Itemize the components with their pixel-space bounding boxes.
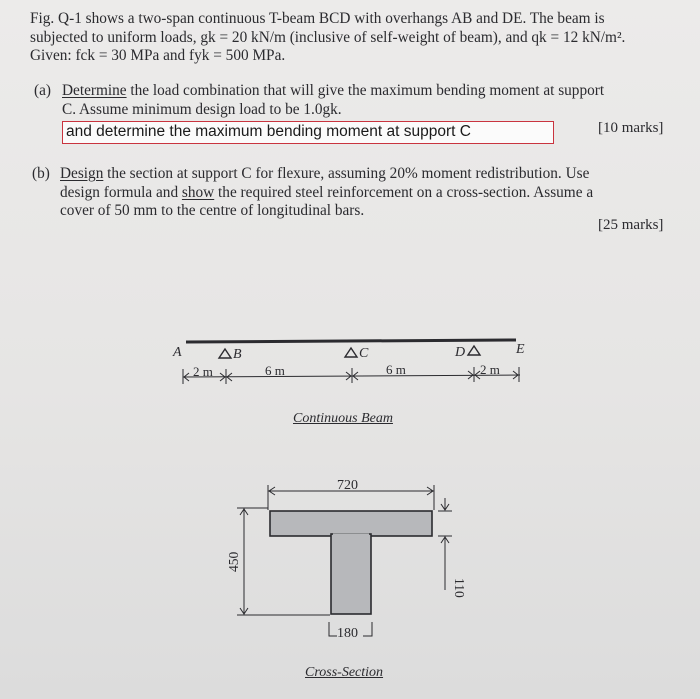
part-a-label: (a) [34,82,51,99]
part-b-line-3: cover of 50 mm to the centre of longitudinal bars. [60,202,365,219]
part-b-show: show [181,184,215,201]
part-a-verb: Determine [62,82,127,99]
flange-depth-text: 110 [452,578,467,598]
total-depth-text: 450 [226,551,241,572]
annotation-text: and determine the maximum bending moment at support C [66,123,471,140]
label-b: B [233,347,242,362]
part-b-marks: [25 marks] [598,217,664,233]
span-de-text: 2 m [480,362,500,377]
beam-line [186,340,516,342]
span-cd-text: 6 m [386,362,406,377]
label-c: C [359,346,369,361]
part-a-line-2: C. Assume minimum design load to be 1.0gk. [62,101,342,118]
web-rect [331,534,371,614]
flange-rect [270,511,432,536]
section-caption: Cross-Section [305,665,384,680]
question-line-2: subjected to uniform loads, gk = 20 kN/m (inclusive of self-weight of beam), and qk = 12 kN/m². [30,29,626,46]
span-ab-text: 2 m [193,364,213,379]
t-section-diagram [237,485,452,636]
part-b-line-1-rest: the section at support C for flexure, assuming 20% moment redistribution. Use [103,165,590,182]
support-c-triangle [345,348,357,357]
part-a-marks: [10 marks] [598,120,664,136]
label-a: A [173,345,182,360]
label-d: D [455,345,466,360]
part-b-line-2-post: the required steel reinforcement on a cross-section. Assume a [214,184,594,201]
part-b-label: (b) [32,165,50,182]
question-line-1: Fig. Q-1 shows a two-span continuous T-beam BCD with overhangs AB and DE. The beam is [30,10,605,27]
web-width-text: 180 [337,626,358,641]
part-b-line-2-pre: design formula and [60,184,182,201]
flange-width-text: 720 [337,478,358,493]
label-e: E [516,342,525,357]
beam-caption: Continuous Beam [293,411,393,426]
question-line-3: Given: fck = 30 MPa and fyk = 500 MPa. [30,47,286,64]
span-bc-text: 6 m [265,363,285,378]
part-b-verb: Design [60,165,104,182]
support-b-triangle [219,349,231,358]
part-a-line-1-rest: the load combination that will give the maximum bending moment at support [126,82,605,99]
support-d-triangle [468,346,480,355]
